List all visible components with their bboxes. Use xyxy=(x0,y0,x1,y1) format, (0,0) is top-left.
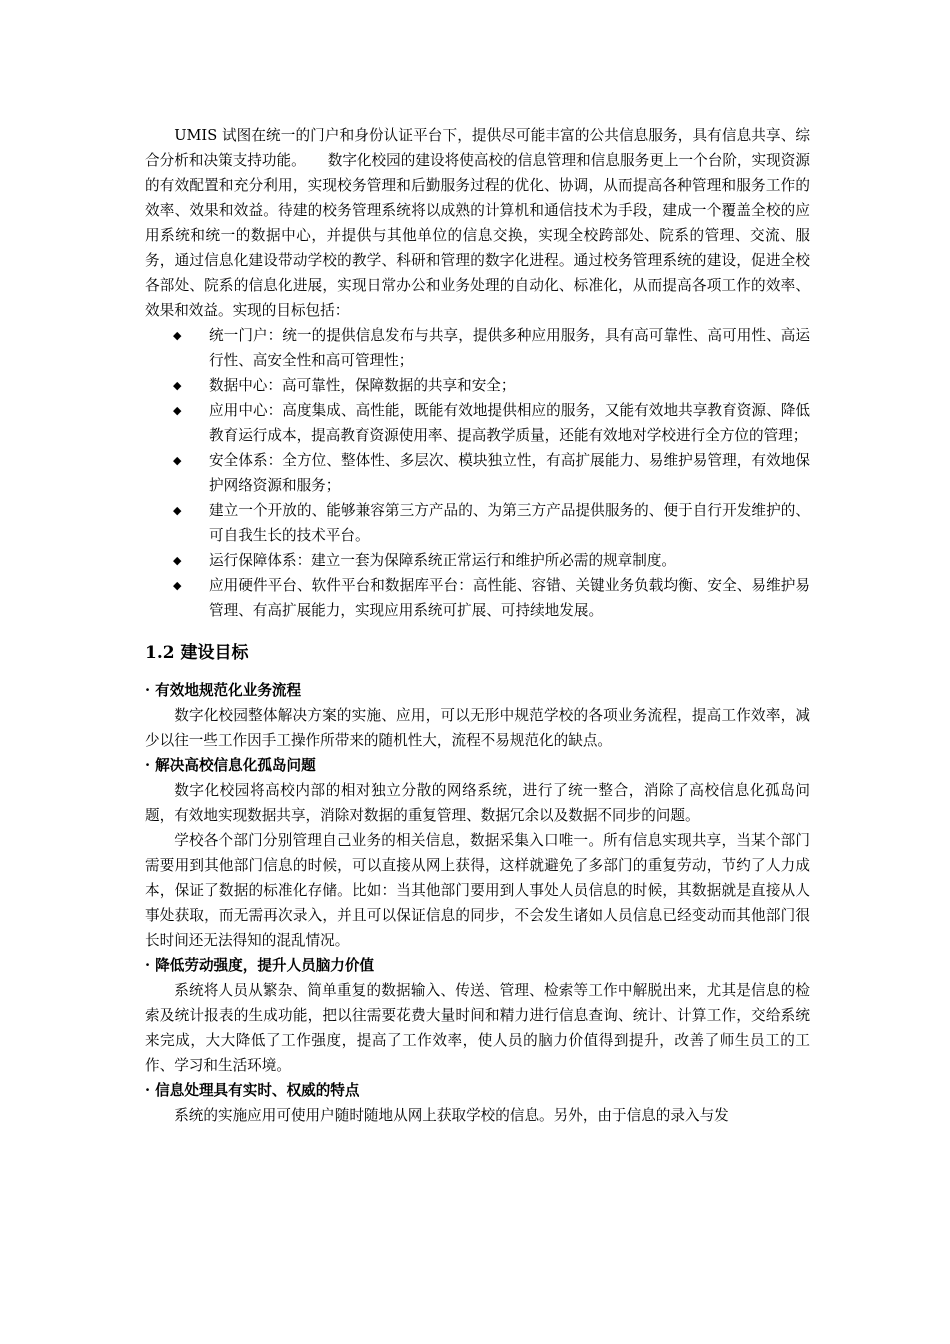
intro-paragraph: UMIS 试图在统一的门户和身份认证平台下，提供尽可能丰富的公共信息服务，具有信息共享、综合分析和决策支持功能。 数字化校园的建设将使高校的信息管理和信息服务更上一个台阶，实现资源的有效配置和充分利用，实现校务管理和后勤服务过程的优化、协调，从而提高各种管理和服务工作的效率、效果和效益。待建的校务管理系统将以成熟的计算机和通信技术为手段，建成一个覆盖全校的应用系统和统一的数据中心，并提供与其他单位的信息交换，实现全校跨部处、院系的管理、交流、服务，通过信息化建设带动学校的教学、科研和管理的数字化进程。通过校务管理系统的建设，促进全校各部处、院系的信息化进展，实现日常办公和业务处理的自动化、标准化，从而提高各项工作的效率、效果和效益。实现的目标包括： xyxy=(145,127,810,319)
subsection-title: · 解决高校信息化孤岛问题 xyxy=(145,757,316,774)
body-paragraph: 系统的实施应用可使用户随时随地从网上获取学校的信息。另外，由于信息的录入与发 xyxy=(174,1107,729,1124)
diamond-bullet-icon: ◆ xyxy=(173,379,182,392)
body-paragraph: 数字化校园整体解决方案的实施、应用，可以无形中规范学校的各项业务流程，提高工作效率，减少以往一些工作因手工操作所带来的随机性大，流程不易规范化的缺点。 xyxy=(145,707,810,749)
diamond-bullet-icon: ◆ xyxy=(173,579,182,592)
list-item xyxy=(173,498,810,548)
diamond-bullet-icon: ◆ xyxy=(173,504,182,517)
subsection-title: · 降低劳动强度，提升人员脑力价值 xyxy=(145,957,375,974)
list-item-text: 安全体系：全方位、整体性、多层次、模块独立性，有高扩展能力、易维护易管理，有效地保护网络资源和服务； xyxy=(209,452,810,494)
list-item-text: 应用中心：高度集成、高性能，既能有效地提供相应的服务，又能有效地共享教育资源、降低教育运行成本，提高教育资源使用率、提高教学质量，还能有效地对学校进行全方位的管理； xyxy=(209,402,810,444)
list-item-text: 应用硬件平台、软件平台和数据库平台：高性能、容错、关键业务负载均衡、安全、易维护易管理、有高扩展能力，实现应用系统可扩展、可持续地发展。 xyxy=(209,577,810,619)
body-paragraph: 系统将人员从繁杂、简单重复的数据输入、传送、管理、检索等工作中解脱出来，尤其是信息的检索及统计报表的生成功能，把以往需要花费大量时间和精力进行信息查询、统计、计算工作，交给系统来完成，大大降低了工作强度，提高了工作效率，使人员的脑力价值得到提升，改善了师生员工的工作、学习和生活环境。 xyxy=(145,982,810,1074)
list-item xyxy=(173,573,810,623)
diamond-bullet-icon: ◆ xyxy=(173,404,182,417)
list-item-text: 数据中心：高可靠性，保障数据的共享和安全； xyxy=(209,377,516,394)
list-item xyxy=(173,548,810,573)
list-item-text: 统一门户：统一的提供信息发布与共享，提供多种应用服务，具有高可靠性、高可用性、高运行性、高安全性和高可管理性； xyxy=(209,327,810,369)
subsection-title: · 信息处理具有实时、权威的特点 xyxy=(145,1082,360,1099)
list-item xyxy=(173,448,810,498)
diamond-bullet-icon: ◆ xyxy=(173,329,182,342)
list-item-text: 建立一个开放的、能够兼容第三方产品的、为第三方产品提供服务的、便于自行开发维护的、可自我生长的技术平台。 xyxy=(209,502,810,544)
diamond-bullet-icon: ◆ xyxy=(173,554,182,567)
goals-list xyxy=(145,323,810,623)
list-item xyxy=(173,398,810,448)
list-item-text: 运行保障体系：建立一套为保障系统正常运行和维护所必需的规章制度。 xyxy=(209,552,677,569)
diamond-bullet-icon: ◆ xyxy=(173,454,182,467)
section-heading: 1.2 建设目标 xyxy=(145,643,249,663)
body-paragraph: 数字化校园将高校内部的相对独立分散的网络系统，进行了统一整合，消除了高校信息化孤岛问题，有效地实现数据共享，消除对数据的重复管理、数据冗余以及数据不同步的问题。 xyxy=(145,782,810,824)
list-item xyxy=(173,323,810,373)
list-item xyxy=(173,373,810,398)
subsection-title: · 有效地规范化业务流程 xyxy=(145,682,302,699)
body-paragraph: 学校各个部门分别管理自己业务的相关信息，数据采集入口唯一。所有信息实现共享，当某个部门需要用到其他部门信息的时候，可以直接从网上获得，这样就避免了多部门的重复劳动，节约了人力成本，保证了数据的标准化存储。比如：当其他部门要用到人事处人员信息的时候，其数据就是直接从人事处获取，而无需再次录入，并且可以保证信息的同步，不会发生诸如人员信息已经变动而其他部门很长时间还无法得知的混乱情况。 xyxy=(145,832,810,949)
document-page xyxy=(145,123,810,1128)
